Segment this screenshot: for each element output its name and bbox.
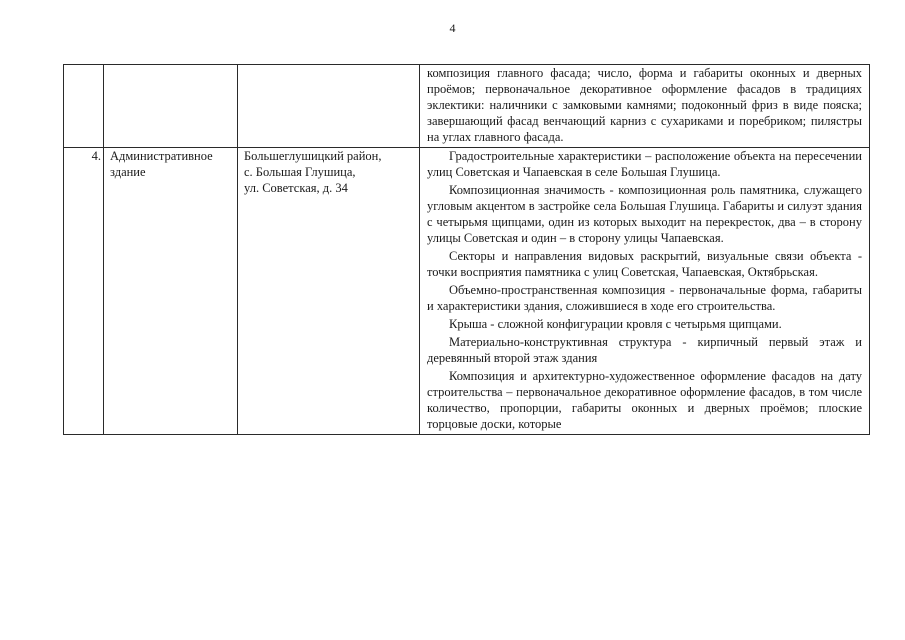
description-paragraph: Объемно-пространственная композиция - первоначальные форма, габариты и характеристики здания, сложившиеся в ходе его строительства.: [427, 283, 862, 313]
table-row: [64, 65, 870, 148]
address-cell: [238, 65, 420, 148]
description-paragraph: Материально-конструктивная структура - кирпичный первый этаж и деревянный второй этаж здания: [427, 335, 862, 365]
address-cell: [238, 148, 420, 435]
address-line: с. Большая Глушица,: [244, 165, 356, 179]
table-row: [64, 148, 870, 435]
description-cell: [420, 148, 870, 435]
object-name-cell: [104, 65, 238, 148]
description-paragraph: Градостроительные характеристики – расположение объекта на пересечении улиц Советская и Чапаевская в селе Большая Глушица.: [427, 149, 862, 179]
object-name-cell: Административное здание: [104, 148, 238, 435]
page-number: 4: [449, 21, 456, 35]
description-paragraph: Композиционная значимость - композиционная роль памятника, служащего угловым акцентом в застройке села Большая Глушица. Габариты и силуэт здания с четырьмя щипцами, один из которых выходит на перекресток, два – в сторону улицы Советская и один – в сторону улицы Чапаевская.: [427, 183, 862, 245]
description-cell: [420, 65, 870, 148]
description-paragraph: Крыша - сложной конфигурации кровля с четырьмя щипцами.: [449, 317, 782, 331]
heritage-table: [63, 64, 870, 435]
description-paragraph: Секторы и направления видовых раскрытий, визуальные связи объекта - точки восприятия памятника с улиц Советская, Чапаевская, Октябрьская.: [427, 249, 862, 279]
address-line: Большеглушицкий район,: [244, 149, 382, 163]
row-number-cell: 4.: [64, 148, 104, 435]
address-line: ул. Советская, д. 34: [244, 181, 348, 195]
row-number-cell: [64, 65, 104, 148]
description-paragraph: композиция главного фасада; число, форма и габариты оконных и дверных проёмов; первоначальное декоративное оформление фасадов в традициях эклектики: наличники с замковыми камнями; подоконный фриз в виде пояска; завершающий фасад венчающий карниз с сухариками и поребриком; пилястры на углах главного фасада.: [427, 66, 862, 144]
description-paragraph: Композиция и архитектурно-художественное оформление фасадов на дату строительства – первоначальное декоративное оформление фасадов, в том числе количество, пропорции, габариты оконных и дверных проёмов; плоские торцовые доски, которые: [427, 369, 862, 431]
